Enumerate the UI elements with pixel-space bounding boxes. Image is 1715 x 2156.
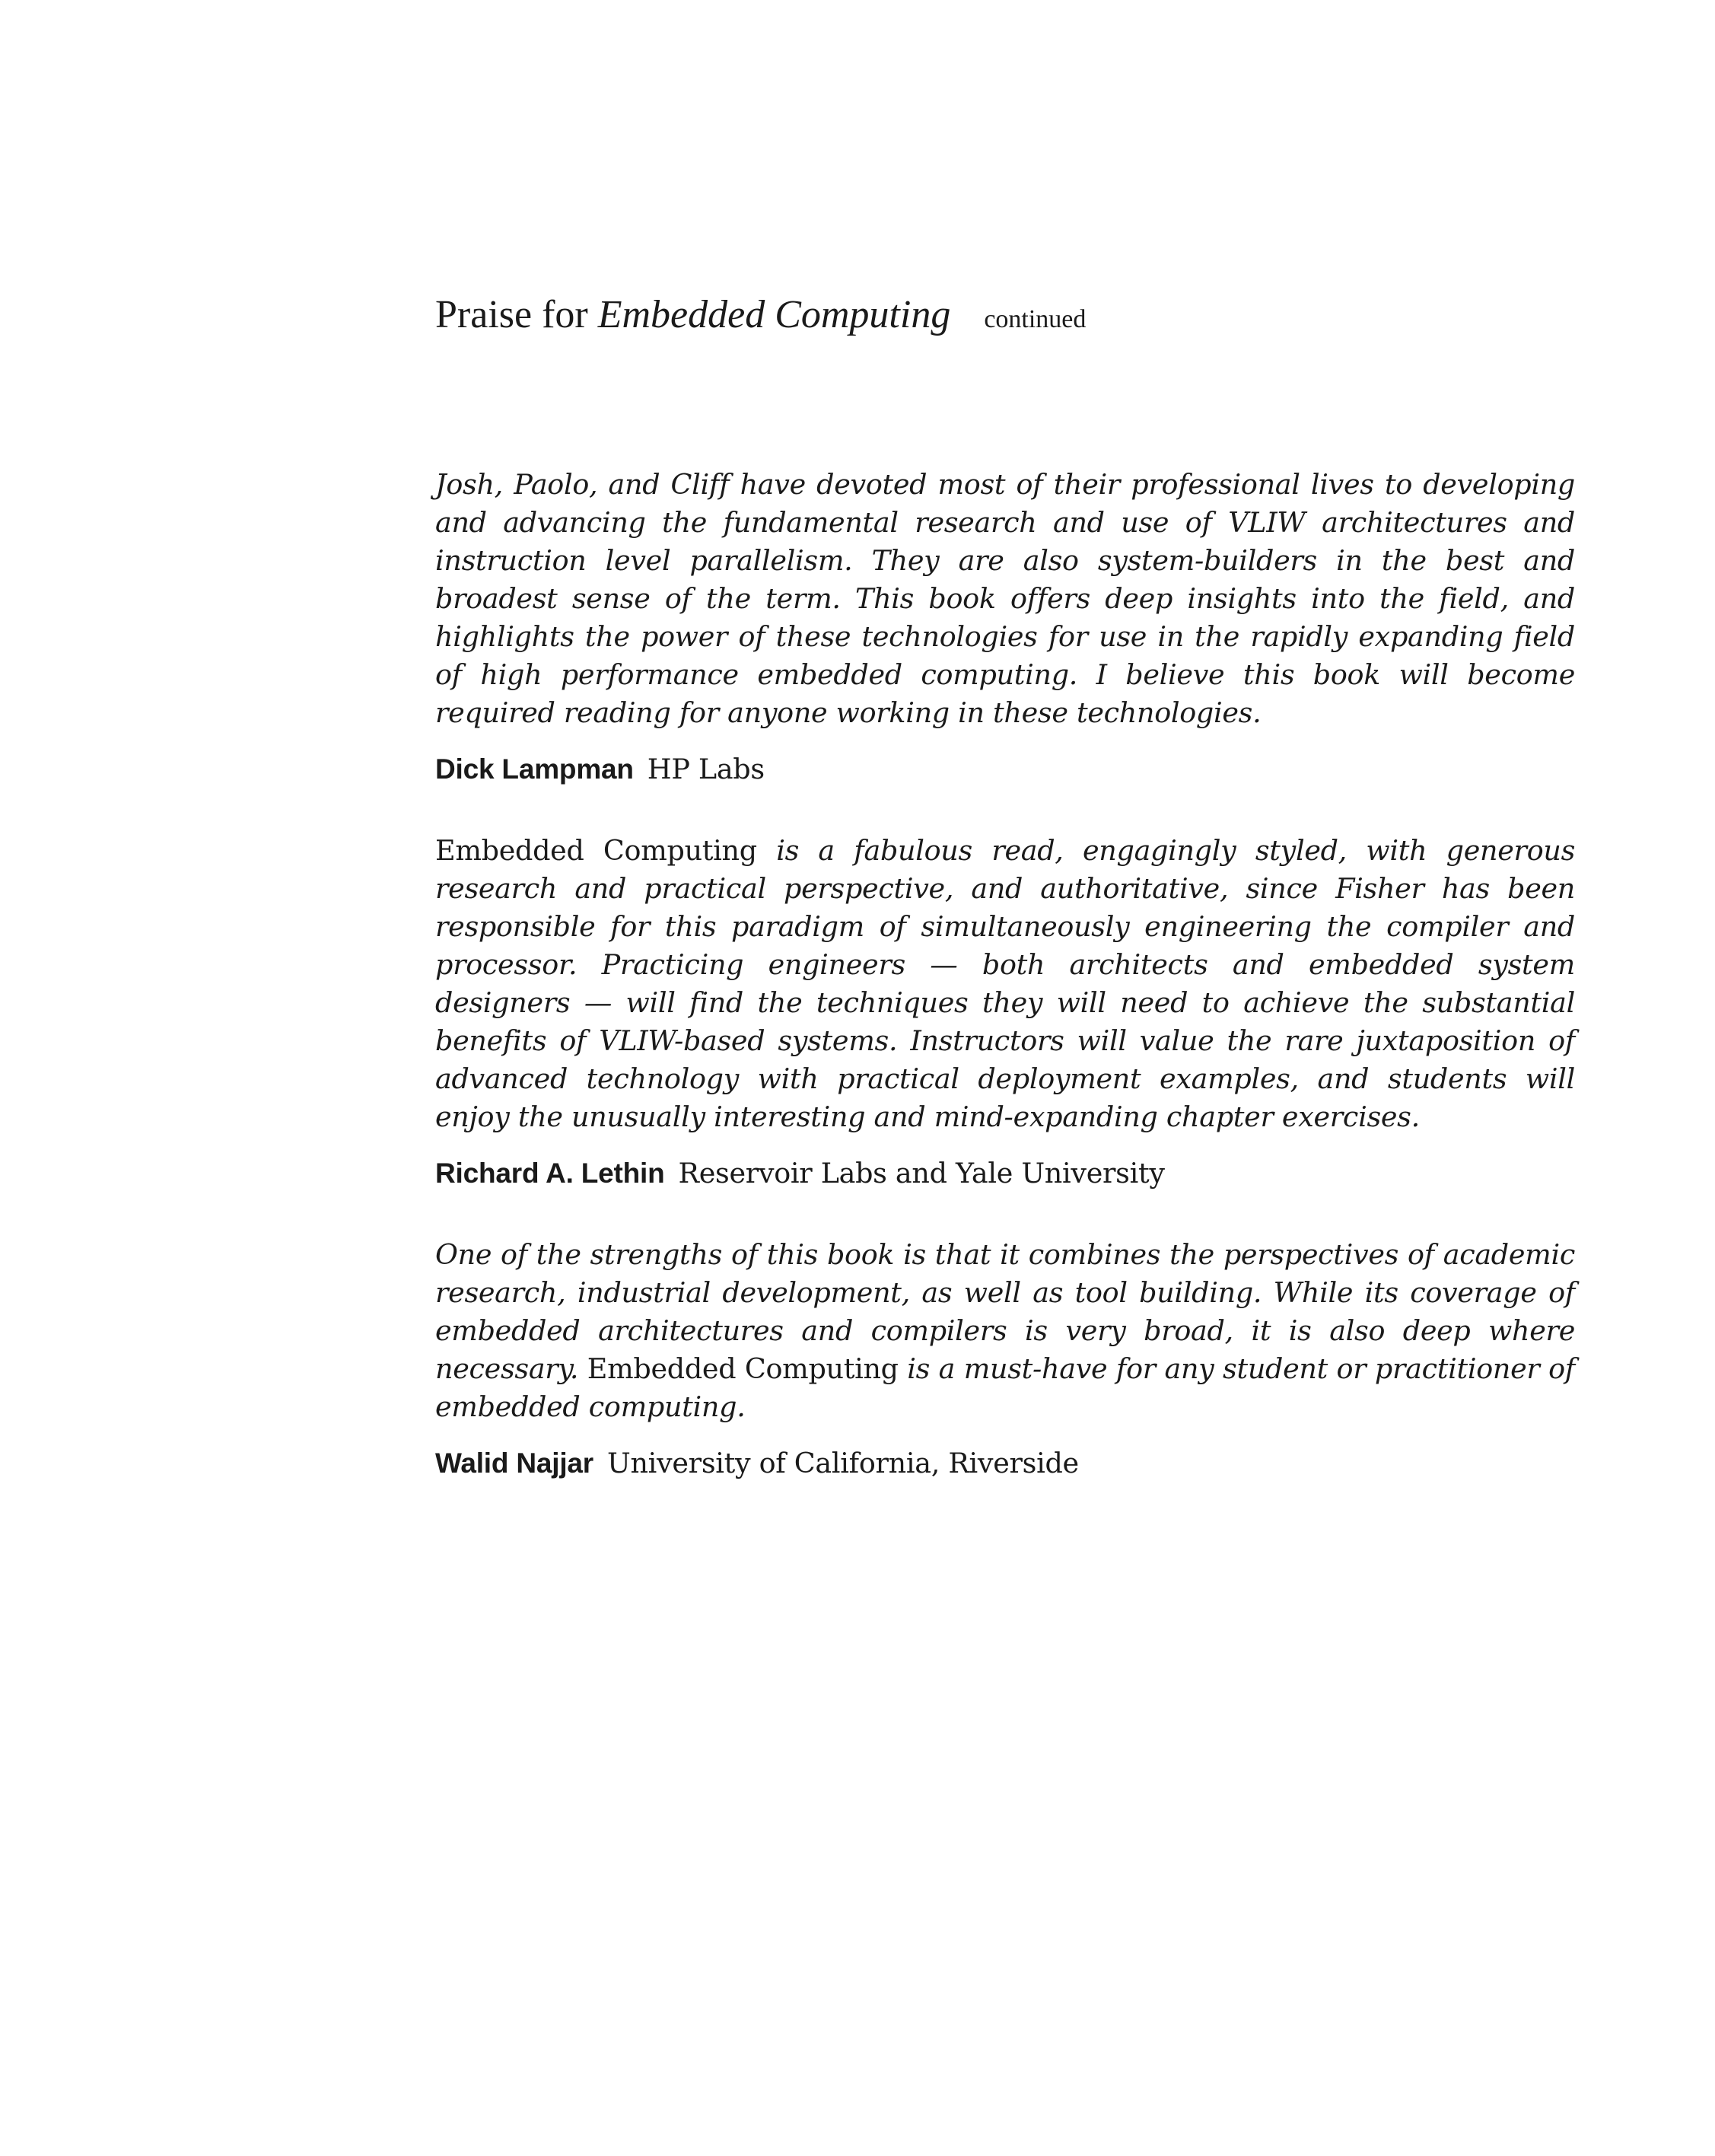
testimonials — [435, 466, 1575, 1488]
testimonial-attribution — [435, 1444, 1575, 1488]
heading-book-title: Embedded Computing — [597, 293, 951, 336]
testimonial-quote: One of the strengths of this book is that it combines the perspectives of academic research, industrial development, as well as tool building. While its coverage of embedded architectures and compilers is very broad, it is also deep where necessary. Embedded Computing is a must-have for any student or practitioner of embedded computing. — [435, 1238, 1576, 1423]
attribution-name: Dick Lampman — [435, 753, 634, 785]
testimonial-quote: Josh, Paolo, and Cliff have devoted most of their professional lives to developing and advancing the fundamental research and use of VLIW architectures and instruction level parallelism. They are also system-builders in the best and broadest sense of the term. This book offers deep insights into the field, and highlights the power of these technologies for use in the rapidly expanding field of high performance embedded computing. I believe this book will become required reading for anyone working in these technologies. — [435, 468, 1575, 729]
attribution-affiliation: Reservoir Labs and Yale University — [678, 1157, 1165, 1189]
testimonial-attribution — [435, 1154, 1575, 1198]
attribution-affiliation: HP Labs — [647, 753, 765, 785]
attribution-affiliation: University of California, Riverside — [607, 1447, 1079, 1479]
heading-continued: continued — [984, 305, 1087, 333]
testimonial-quote: Embedded Computing is a fabulous read, engagingly styled, with generous research and practical perspective, and authoritative, since Fisher has been responsible for this paradigm of simultaneously engineering the compiler and processor. Practicing engineers — both architects and embedded system designers — will find the techniques they will need to achieve the substantial benefits of VLIW-based systems. Instructors will value the rare juxtaposition of advanced technology with practical deployment examples, and students will enjoy the unusually interesting and mind-expanding chapter exercises. — [435, 834, 1576, 1133]
attribution-name: Richard A. Lethin — [435, 1158, 665, 1189]
testimonial-2 — [435, 832, 1575, 1198]
testimonial-attribution — [435, 750, 1575, 794]
testimonial-3 — [435, 1236, 1575, 1488]
heading-prefix: Praise for — [435, 293, 598, 336]
page-heading — [435, 295, 1086, 335]
testimonial-1 — [435, 466, 1575, 794]
attribution-name: Walid Najjar — [435, 1447, 594, 1479]
